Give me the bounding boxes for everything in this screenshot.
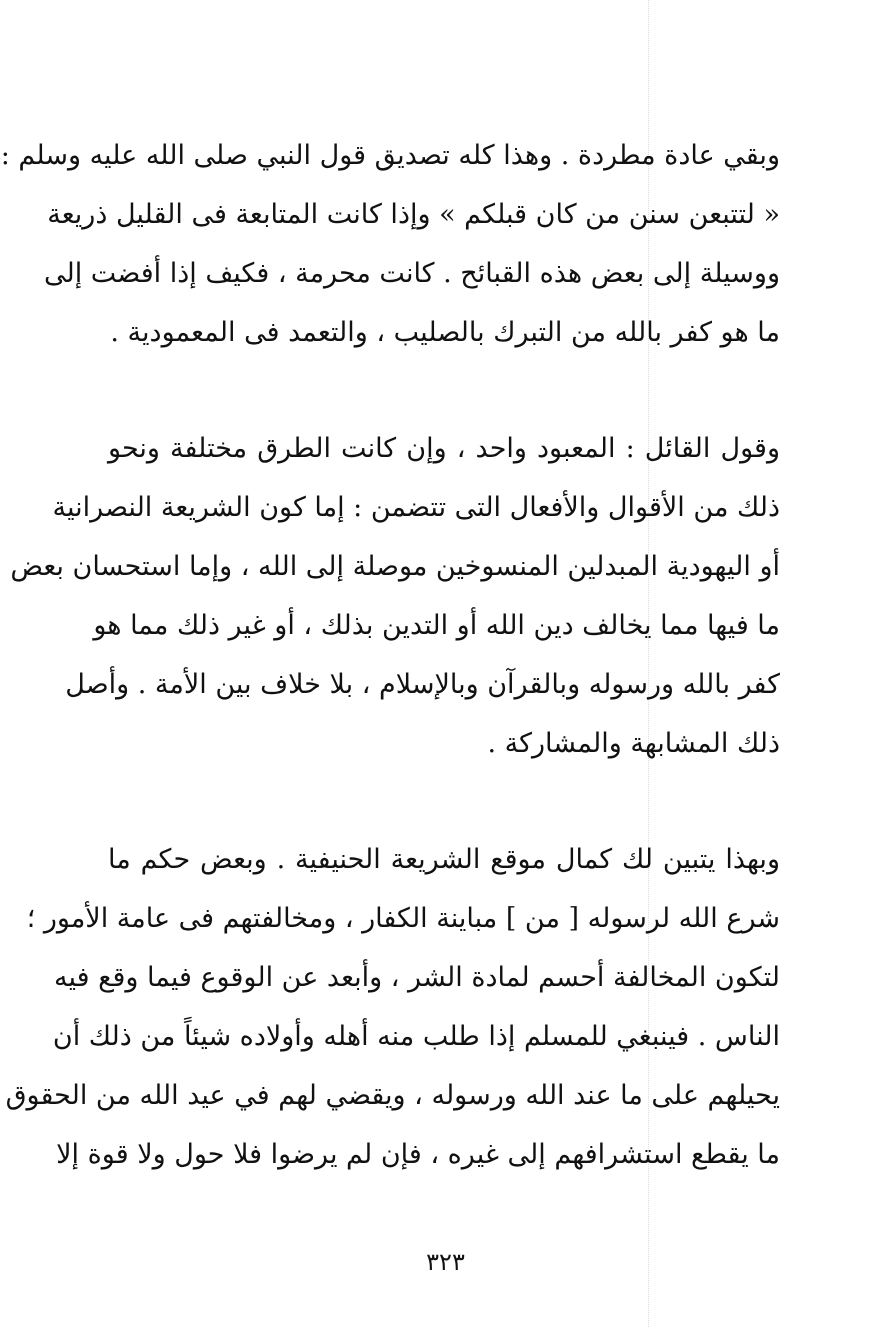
text-line: ما هو كفر بالله من التبرك بالصليب ، والتعمد فى المعمودية . bbox=[110, 317, 780, 348]
text-line: وبقي عادة مطردة . وهذا كله تصديق قول النبي صلى الله عليه وسلم : bbox=[0, 140, 780, 171]
paragraph-3 bbox=[5, 830, 780, 1184]
text-line: شرع الله لرسوله [ من ] مباينة الكفار ، ومخالفتهم فى عامة الأمور ؛ bbox=[26, 903, 780, 934]
body-text bbox=[0, 126, 780, 1184]
paragraph-1 bbox=[0, 126, 780, 362]
text-line: « لتتبعن سنن من كان قبلكم » وإذا كانت المتابعة فى القليل ذريعة bbox=[47, 199, 780, 230]
text-line: ذلك المشابهة والمشاركة . bbox=[487, 728, 780, 759]
text-line: ذلك من الأقوال والأفعال التى تتضمن : إما كون الشريعة النصرانية bbox=[52, 492, 780, 523]
text-line: ووسيلة إلى بعض هذه القبائح . كانت محرمة ، فكيف إذا أفضت إلى bbox=[43, 258, 780, 289]
text-line: أو اليهودية المبدلين المنسوخين موصلة إلى الله ، وإما استحسان بعض bbox=[10, 551, 780, 582]
text-line: ما يقطع استشرافهم إلى غيره ، فإن لم يرضوا فلا حول ولا قوة إلا bbox=[56, 1139, 780, 1170]
paragraph-gap bbox=[108, 362, 780, 419]
paragraph-2 bbox=[10, 419, 780, 773]
text-line: لتكون المخالفة أحسم لمادة الشر ، وأبعد عن الوقوع فيما وقع فيه bbox=[53, 962, 780, 993]
text-line: وبهذا يتبين لك كمال موقع الشريعة الحنيفية . وبعض حكم ما bbox=[108, 844, 780, 875]
paragraph-gap bbox=[108, 773, 780, 830]
text-line: كفر بالله ورسوله وبالقرآن وبالإسلام ، بلا خلاف بين الأمة . وأصل bbox=[65, 669, 780, 700]
text-line: يحيلهم على ما عند الله ورسوله ، ويقضي لهم في عيد الله من الحقوق bbox=[5, 1080, 780, 1111]
text-line: وقول القائل : المعبود واحد ، وإن كانت الطرق مختلفة ونحو bbox=[108, 433, 780, 464]
text-line: ما فيها مما يخالف دين الله أو التدين بذلك ، أو غير ذلك مما هو bbox=[93, 610, 780, 641]
page-number: ٣٢٣ bbox=[426, 1248, 465, 1276]
text-line: الناس . فينبغي للمسلم إذا طلب منه أهله وأولاده شيئاً من ذلك أن bbox=[52, 1021, 780, 1052]
